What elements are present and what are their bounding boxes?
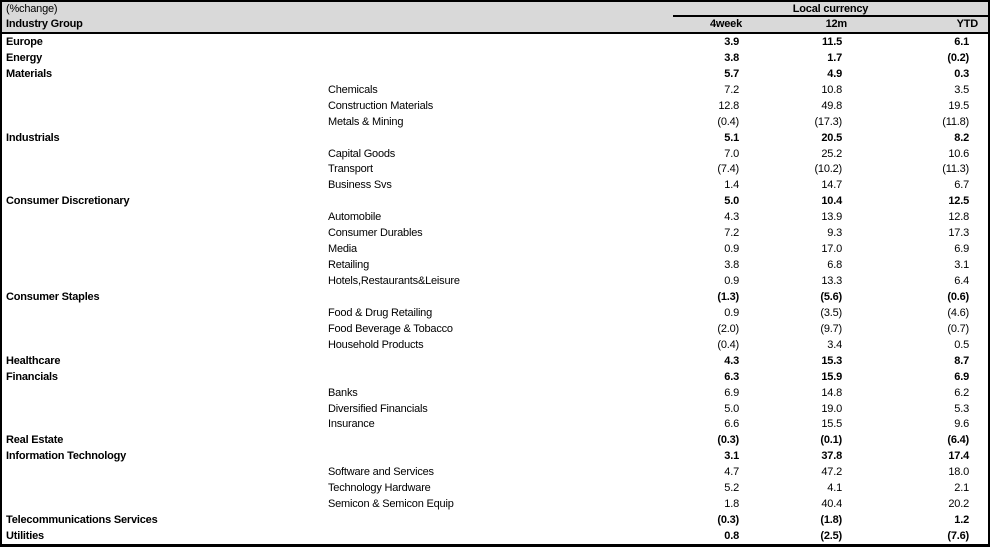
industry-group-row: [2, 66, 988, 82]
value-12m: 10.8: [821, 83, 842, 96]
value-12m: (1.8): [820, 514, 842, 527]
value-ytd: 0.3: [954, 67, 969, 80]
industry-group-row: [2, 50, 988, 66]
sub-label: Food & Drug Retailing: [328, 306, 433, 319]
value-12m: (17.3): [814, 115, 842, 128]
sub-industry-row: [2, 146, 988, 162]
value-ytd: (6.4): [947, 434, 969, 447]
sub-label: Construction Materials: [328, 99, 434, 112]
value-4week: 7.2: [724, 227, 739, 240]
sub-industry-row: [2, 337, 988, 353]
value-4week: 6.3: [724, 370, 739, 383]
value-ytd: 18.0: [948, 466, 969, 479]
group-label: Industrials: [6, 131, 60, 144]
value-ytd: 6.9: [954, 370, 969, 383]
sub-industry-row: [2, 305, 988, 321]
group-label: Healthcare: [6, 354, 61, 367]
value-ytd: 6.7: [954, 179, 969, 192]
value-12m: 40.4: [821, 498, 842, 511]
sub-industry-row: [2, 401, 988, 417]
sub-label: Metals & Mining: [328, 115, 404, 128]
value-ytd: 6.2: [954, 386, 969, 399]
value-ytd: 9.6: [954, 418, 969, 431]
sub-label: Capital Goods: [328, 147, 396, 160]
sub-industry-row: [2, 464, 988, 480]
industry-group-row: [2, 512, 988, 528]
column-header-4week: 4week: [709, 18, 742, 30]
value-12m: 15.3: [821, 354, 842, 367]
value-ytd: 6.9: [954, 243, 969, 256]
value-4week: 0.9: [724, 243, 739, 256]
value-12m: (10.2): [814, 163, 842, 176]
value-12m: 10.4: [821, 195, 842, 208]
sub-industry-row: [2, 321, 988, 337]
value-12m: 14.8: [821, 386, 842, 399]
value-4week: (0.4): [717, 115, 739, 128]
industry-group-row: [2, 432, 988, 448]
sub-industry-row: [2, 496, 988, 512]
value-12m: 3.4: [827, 338, 842, 351]
value-4week: 6.9: [724, 386, 739, 399]
group-label: Telecommunications Services: [6, 514, 158, 527]
value-4week: (0.3): [717, 434, 739, 447]
value-ytd: (0.2): [947, 51, 969, 64]
industry-group-row: [2, 528, 988, 544]
industry-group-row: [2, 448, 988, 464]
sub-industry-row: [2, 98, 988, 114]
sub-label: Diversified Financials: [328, 402, 428, 415]
sub-label: Software and Services: [328, 466, 434, 479]
group-label: Consumer Staples: [6, 290, 100, 303]
sub-industry-row: [2, 257, 988, 273]
value-ytd: 0.5: [954, 338, 969, 351]
sub-industry-row: [2, 162, 988, 178]
value-4week: 12.8: [718, 99, 739, 112]
group-label: Materials: [6, 67, 52, 80]
value-4week: 0.9: [724, 306, 739, 319]
value-ytd: 3.5: [954, 83, 969, 96]
pct-change-label: (%change): [6, 3, 58, 15]
value-ytd: 3.1: [954, 259, 969, 272]
value-12m: 1.7: [827, 51, 842, 64]
sub-label: Business Svs: [328, 179, 392, 192]
value-4week: 3.8: [724, 259, 739, 272]
value-12m: 25.2: [821, 147, 842, 160]
value-4week: 5.0: [724, 402, 739, 415]
table-body: [2, 34, 988, 544]
value-4week: 3.1: [724, 450, 739, 463]
industry-group-row: [2, 289, 988, 305]
sub-label: Chemicals: [328, 83, 378, 96]
value-ytd: (7.6): [947, 530, 969, 543]
sub-label: Transport: [328, 163, 373, 176]
value-12m: 15.9: [821, 370, 842, 383]
industry-group-row: [2, 34, 988, 50]
value-12m: (5.6): [820, 290, 842, 303]
value-4week: 3.9: [724, 35, 739, 48]
header-row-columns: [2, 17, 988, 32]
sub-label: Food Beverage & Tobacco: [328, 322, 453, 335]
value-12m: 49.8: [821, 99, 842, 112]
value-12m: 47.2: [821, 466, 842, 479]
group-label: Utilities: [6, 530, 44, 543]
value-4week: (0.4): [717, 338, 739, 351]
value-4week: 7.2: [724, 83, 739, 96]
value-4week: 3.8: [724, 51, 739, 64]
value-4week: 5.1: [724, 131, 739, 144]
sub-label: Media: [328, 243, 357, 256]
value-4week: (7.4): [717, 163, 739, 176]
value-12m: (3.5): [820, 306, 842, 319]
value-4week: (1.3): [717, 290, 739, 303]
value-4week: 4.3: [724, 211, 739, 224]
sub-label: Semicon & Semicon Equip: [328, 498, 454, 511]
value-12m: 13.9: [821, 211, 842, 224]
sub-industry-row: [2, 82, 988, 98]
value-4week: (2.0): [717, 322, 739, 335]
sub-label: Consumer Durables: [328, 227, 423, 240]
sub-industry-row: [2, 241, 988, 257]
sub-industry-row: [2, 177, 988, 193]
sub-industry-row: [2, 114, 988, 130]
table-header: [2, 2, 988, 34]
value-12m: 11.5: [821, 35, 842, 48]
value-12m: 4.9: [827, 67, 842, 80]
value-ytd: 19.5: [948, 99, 969, 112]
value-4week: 1.4: [724, 179, 739, 192]
value-4week: 4.7: [724, 466, 739, 479]
group-label: Europe: [6, 35, 43, 48]
value-12m: 13.3: [821, 275, 842, 288]
value-4week: 6.6: [724, 418, 739, 431]
value-ytd: 2.1: [954, 482, 969, 495]
sub-industry-row: [2, 273, 988, 289]
value-12m: (9.7): [820, 322, 842, 335]
group-label: Real Estate: [6, 434, 64, 447]
sub-label: Retailing: [328, 259, 370, 272]
value-ytd: 5.3: [954, 402, 969, 415]
value-12m: 19.0: [821, 402, 842, 415]
column-header-12m: 12m: [825, 18, 847, 30]
value-ytd: 6.4: [954, 275, 969, 288]
value-4week: 5.0: [724, 195, 739, 208]
value-12m: 9.3: [827, 227, 842, 240]
value-4week: 0.8: [724, 530, 739, 543]
value-12m: (0.1): [820, 434, 842, 447]
industry-group-header: Industry Group: [6, 18, 83, 30]
value-4week: 5.2: [724, 482, 739, 495]
sub-industry-row: [2, 480, 988, 496]
value-ytd: 12.8: [948, 211, 969, 224]
local-currency-label: Local currency: [673, 2, 988, 17]
value-ytd: 17.4: [948, 450, 969, 463]
industry-group-row: [2, 130, 988, 146]
sub-industry-row: [2, 385, 988, 401]
value-12m: (2.5): [820, 530, 842, 543]
value-ytd: 20.2: [948, 498, 969, 511]
value-ytd: 6.1: [954, 35, 969, 48]
sub-label: Technology Hardware: [328, 482, 431, 495]
sub-label: Automobile: [328, 211, 382, 224]
value-ytd: 12.5: [948, 195, 969, 208]
sub-label: Banks: [328, 386, 358, 399]
value-4week: 7.0: [724, 147, 739, 160]
value-ytd: 1.2: [954, 514, 969, 527]
value-4week: 4.3: [724, 354, 739, 367]
value-ytd: (0.6): [947, 290, 969, 303]
value-ytd: (11.8): [942, 115, 969, 128]
value-4week: (0.3): [717, 514, 739, 527]
value-12m: 17.0: [821, 243, 842, 256]
group-label: Financials: [6, 370, 58, 383]
industry-group-row: [2, 193, 988, 209]
value-ytd: (0.7): [947, 322, 969, 335]
sub-label: Household Products: [328, 338, 424, 351]
value-ytd: 10.6: [948, 147, 969, 160]
sub-label: Hotels,Restaurants&Leisure: [328, 275, 460, 288]
value-ytd: 8.7: [954, 354, 969, 367]
group-label: Energy: [6, 51, 43, 64]
sub-industry-row: [2, 417, 988, 433]
value-12m: 4.1: [827, 482, 842, 495]
industry-group-row: [2, 369, 988, 385]
group-label: Consumer Discretionary: [6, 195, 130, 208]
value-12m: 37.8: [821, 450, 842, 463]
value-12m: 6.8: [827, 259, 842, 272]
value-4week: 5.7: [724, 67, 739, 80]
industry-group-row: [2, 353, 988, 369]
column-header-ytd: YTD: [956, 18, 978, 30]
value-4week: 1.8: [724, 498, 739, 511]
sub-label: Insurance: [328, 418, 375, 431]
sub-industry-header-spacer: [326, 17, 637, 32]
group-label: Information Technology: [6, 450, 127, 463]
value-ytd: 17.3: [948, 227, 969, 240]
value-12m: 14.7: [821, 179, 842, 192]
sub-industry-row: [2, 225, 988, 241]
header-row-currency: [2, 2, 988, 17]
value-ytd: (4.6): [947, 306, 969, 319]
sub-industry-row: [2, 209, 988, 225]
value-4week: 0.9: [724, 275, 739, 288]
value-ytd: 8.2: [954, 131, 969, 144]
value-ytd: (11.3): [942, 163, 969, 176]
value-12m: 20.5: [821, 131, 842, 144]
value-12m: 15.5: [821, 418, 842, 431]
